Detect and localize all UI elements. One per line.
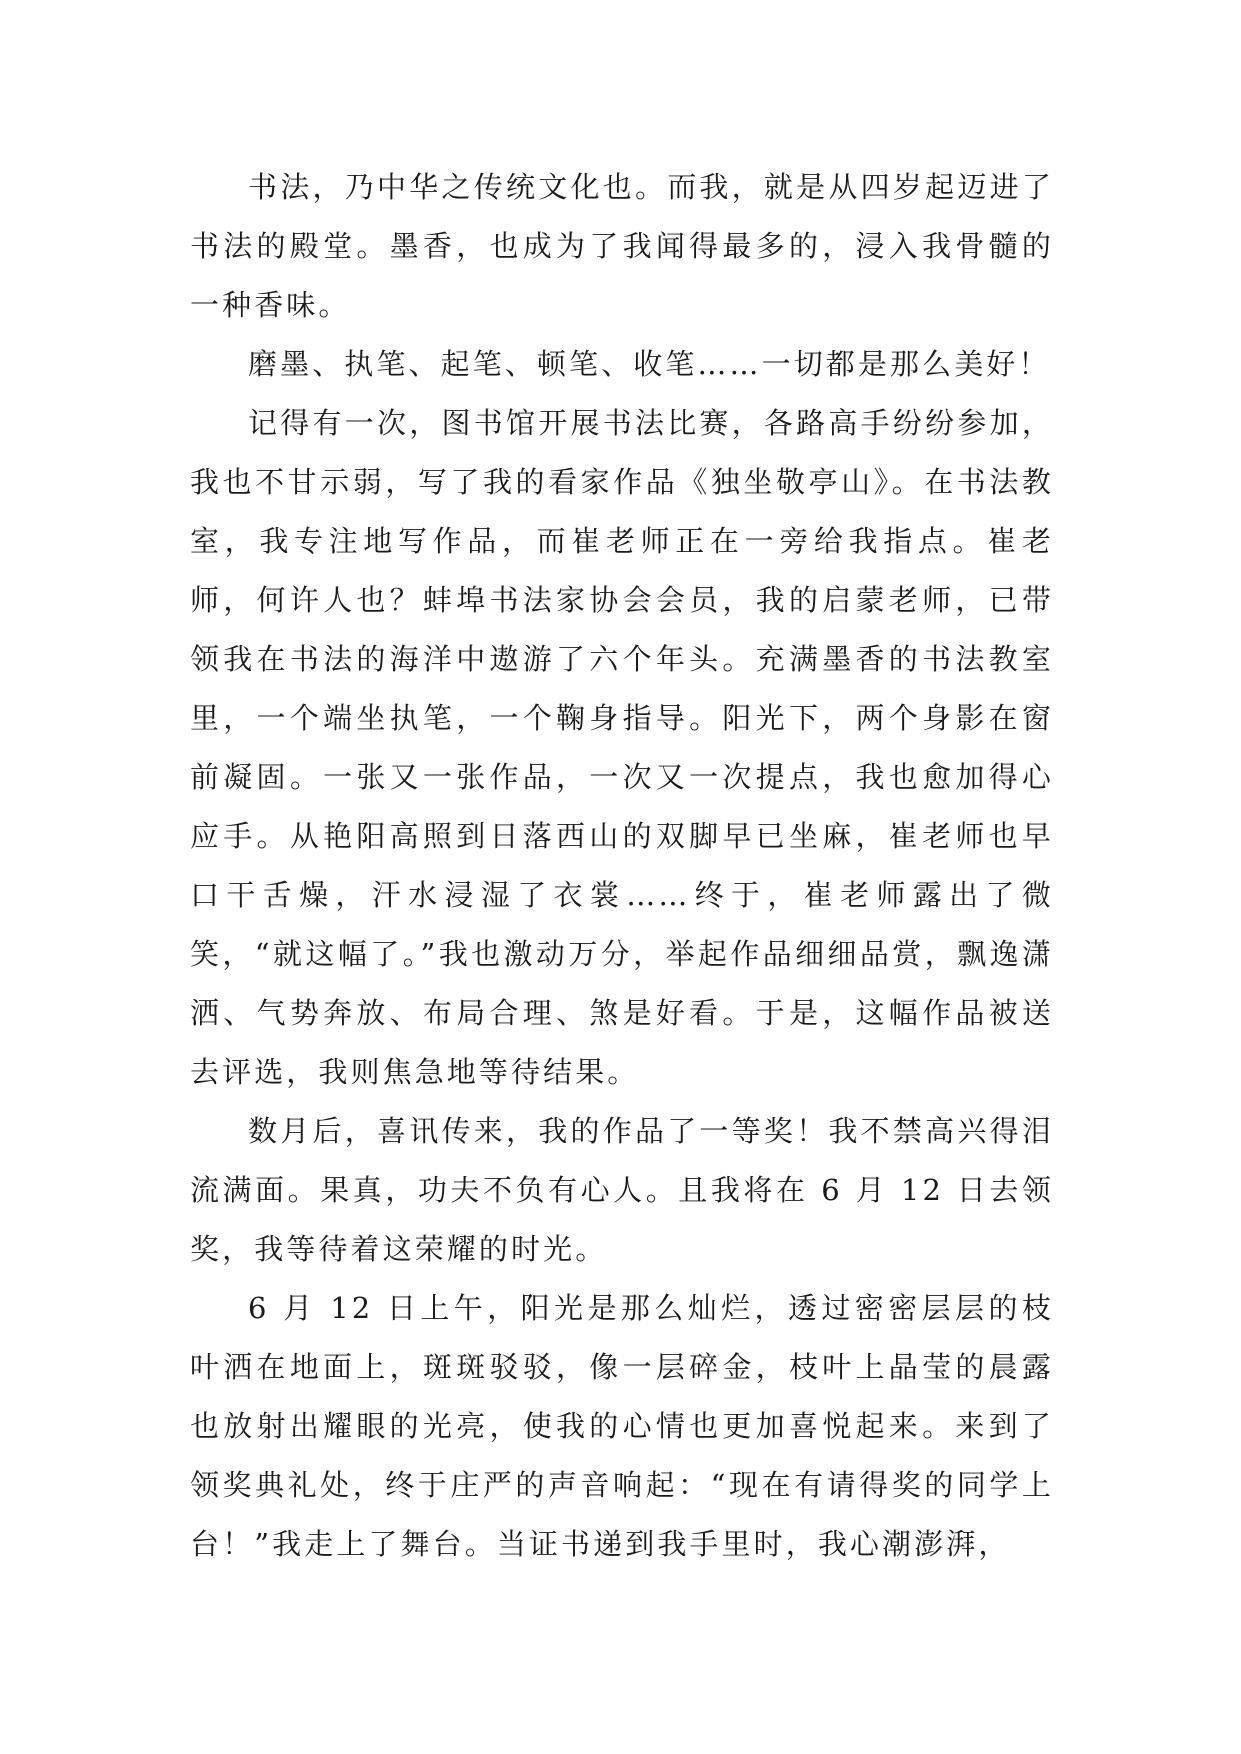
essay-body <box>190 158 1054 1574</box>
paragraph-3: 记得有一次，图书馆开展书法比赛，各路高手纷纷参加，我也不甘示弱，写了我的看家作品《独坐敬亭山》。在书法教室，我专注地写作品，而崔老师正在一旁给我指点。崔老师，何许人也？蚌埠书法家协会会员，我的启蒙老师，已带领我在书法的海洋中遨游了六个年头。充满墨香的书法教室里，一个端坐执笔，一个鞠身指导。阳光下，两个身影在窗前凝固。一张又一张作品，一次又一次提点，我也愈加得心应手。从艳阳高照到日落西山的双脚早已坐麻，崔老师也早口干舌燥，汗水浸湿了衣裳……终于，崔老师露出了微笑，“就这幅了。”我也激动万分，举起作品细细品赏，飘逸潇洒、气势奔放、布局合理、煞是好看。于是，这幅作品被送去评选，我则焦急地等待结果。 <box>190 406 1054 1089</box>
paragraph-2: 磨墨、执笔、起笔、顿笔、收笔……一切都是那么美好！ <box>248 347 1051 381</box>
paragraph-4: 数月后，喜讯传来，我的作品了一等奖！我不禁高兴得泪流满面。果真，功夫不负有心人。且我将在 6 月 12 日去领奖，我等待着这荣耀的时光。 <box>190 1114 1054 1266</box>
paragraph-1: 书法，乃中华之传统文化也。而我，就是从四岁起迈进了书法的殿堂。墨香，也成为了我闻得最多的，浸入我骨髓的一种香味。 <box>190 170 1054 322</box>
paragraph-5: 6 月 12 日上午，阳光是那么灿烂，透过密密层层的枝叶洒在地面上，斑斑驳驳，像一层碎金，枝叶上晶莹的晨露也放射出耀眼的光亮，使我的心情也更加喜悦起来。来到了领奖典礼处，终于庄严的声音响起：“现在有请得奖的同学上台！”我走上了舞台。当证书递到我手里时，我心潮澎湃， <box>190 1291 1054 1561</box>
